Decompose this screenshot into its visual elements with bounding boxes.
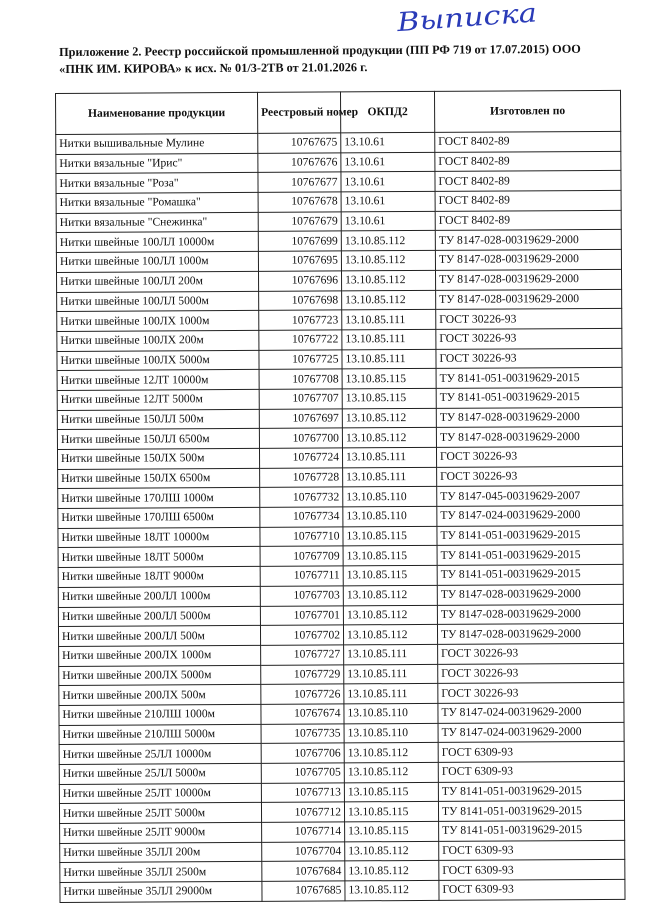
cell-okpd2: 13.10.85.111 [342, 329, 436, 349]
cell-registry-number: 10767700 [259, 428, 342, 448]
header-standard: Изготовлен по [434, 90, 620, 132]
cell-product-name: Нитки швейные 200ЛЛ 1000м [58, 586, 260, 607]
cell-registry-number: 10767707 [259, 389, 342, 409]
cell-product-name: Нитки швейные 150ЛЛ 500м [57, 409, 259, 430]
cell-standard: ТУ 8147-024-00319629-2000 [437, 505, 623, 526]
cell-product-name: Нитки швейные 150ЛХ 500м [57, 448, 259, 469]
cell-standard: ТУ 8141-051-00319629-2015 [437, 545, 623, 566]
cell-product-name: Нитки швейные 200ЛХ 5000м [59, 665, 261, 686]
cell-registry-number: 10767734 [260, 507, 343, 527]
cell-standard: ТУ 8147-028-00319629-2000 [436, 427, 622, 448]
cell-okpd2: 13.10.85.112 [341, 231, 435, 251]
cell-okpd2: 13.10.61 [341, 191, 435, 211]
cell-product-name: Нитки швейные 100ЛЛ 10000м [56, 232, 258, 253]
cell-okpd2: 13.10.85.110 [343, 487, 437, 507]
cell-registry-number: 10767708 [259, 369, 342, 389]
cell-registry-number: 10767709 [260, 546, 343, 566]
cell-standard: ТУ 8141-051-00319629-2015 [436, 387, 622, 408]
cell-product-name: Нитки швейные 12ЛТ 5000м [57, 389, 259, 410]
cell-okpd2: 13.10.85.112 [342, 290, 436, 310]
cell-standard: ГОСТ 30226-93 [436, 348, 622, 369]
cell-standard: ТУ 8141-051-00319629-2015 [439, 820, 625, 841]
cell-okpd2: 13.10.85.115 [342, 388, 436, 408]
cell-okpd2: 13.10.85.110 [343, 506, 437, 526]
cell-product-name: Нитки швейные 25ЛТ 10000м [59, 783, 261, 804]
cell-standard: ТУ 8141-051-00319629-2015 [437, 525, 623, 546]
cell-product-name: Нитки вязальные "Снежинка" [56, 212, 258, 233]
cell-registry-number: 10767702 [260, 625, 343, 645]
cell-registry-number: 10767729 [261, 664, 344, 684]
cell-product-name: Нитки швейные 12ЛТ 10000м [57, 370, 259, 391]
cell-standard: ТУ 8147-028-00319629-2000 [437, 624, 623, 645]
cell-okpd2: 13.10.85.112 [345, 861, 439, 881]
cell-product-name: Нитки швейные 200ЛХ 1000м [59, 645, 261, 666]
table-header-row [56, 90, 621, 134]
cell-registry-number: 10767713 [261, 783, 344, 803]
cell-okpd2: 13.10.85.112 [343, 605, 437, 625]
cell-registry-number: 10767722 [259, 330, 342, 350]
cell-product-name: Нитки швейные 35ЛЛ 200м [60, 842, 262, 863]
cell-product-name: Нитки швейные 150ЛЛ 6500м [57, 429, 259, 450]
cell-product-name: Нитки швейные 18ЛТ 9000м [58, 566, 260, 587]
cell-registry-number: 10767711 [260, 566, 343, 586]
cell-product-name: Нитки швейные 150ЛХ 6500м [58, 468, 260, 489]
cell-standard: ТУ 8147-028-00319629-2000 [436, 407, 622, 428]
cell-product-name: Нитки швейные 25ЛТ 9000м [60, 822, 262, 843]
cell-standard: ТУ 8147-028-00319629-2000 [437, 604, 623, 625]
cell-okpd2: 13.10.85.111 [344, 664, 438, 684]
cell-registry-number: 10767695 [258, 251, 341, 271]
cell-standard: ГОСТ 8402-89 [435, 151, 621, 172]
cell-product-name: Нитки швейные 210ЛШ 1000м [59, 704, 261, 725]
cell-product-name: Нитки швейные 170ЛШ 1000м [58, 488, 260, 509]
cell-registry-number: 10767704 [262, 842, 345, 862]
cell-product-name: Нитки швейные 100ЛХ 200м [57, 330, 259, 351]
registry-table [55, 90, 626, 903]
cell-registry-number: 10767723 [259, 310, 342, 330]
cell-registry-number: 10767725 [259, 349, 342, 369]
cell-okpd2: 13.10.85.111 [344, 684, 438, 704]
cell-product-name: Нитки швейные 18ЛТ 10000м [58, 527, 260, 548]
cell-okpd2: 13.10.61 [341, 211, 435, 231]
cell-okpd2: 13.10.61 [341, 152, 435, 172]
cell-product-name: Нитки швейные 210ЛШ 5000м [59, 724, 261, 745]
cell-okpd2: 13.10.85.112 [344, 762, 438, 782]
cell-okpd2: 13.10.85.115 [343, 526, 437, 546]
cell-registry-number: 10767684 [262, 861, 345, 881]
cell-standard: ТУ 8141-051-00319629-2015 [438, 801, 624, 822]
cell-standard: ГОСТ 8402-89 [435, 210, 621, 231]
cell-okpd2: 13.10.85.112 [341, 251, 435, 271]
header-product-name: Наименование продукции [56, 92, 258, 134]
cell-standard: ГОСТ 30226-93 [438, 643, 624, 664]
cell-okpd2: 13.10.85.111 [342, 349, 436, 369]
cell-product-name: Нитки вязальные "Ромашка" [56, 192, 258, 213]
cell-standard: ГОСТ 6309-93 [439, 860, 625, 881]
cell-registry-number: 10767724 [259, 448, 342, 468]
cell-okpd2: 13.10.85.110 [344, 703, 438, 723]
cell-standard: ГОСТ 6309-93 [439, 840, 625, 861]
cell-standard: ГОСТ 30226-93 [438, 663, 624, 684]
cell-product-name: Нитки швейные 100ЛЛ 5000м [57, 291, 259, 312]
header-registry-number: Реестровый номер [257, 92, 340, 133]
cell-product-name: Нитки швейные 25ЛЛ 5000м [59, 763, 261, 784]
cell-product-name: Нитки швейные 35ЛЛ 2500м [60, 862, 262, 883]
cell-okpd2: 13.10.85.112 [342, 408, 436, 428]
cell-okpd2: 13.10.85.112 [343, 585, 437, 605]
cell-product-name: Нитки швейные 100ЛХ 1000м [57, 311, 259, 332]
heading-line-2: «ПНК ИМ. КИРОВА» к исх. № 01/3-2ТВ от 21.01.2026 г. [59, 60, 368, 76]
cell-standard: ГОСТ 6309-93 [438, 742, 624, 763]
cell-okpd2: 13.10.85.112 [344, 743, 438, 763]
cell-registry-number: 10767728 [260, 468, 343, 488]
cell-okpd2: 13.10.85.115 [344, 782, 438, 802]
cell-okpd2: 13.10.85.115 [343, 565, 437, 585]
cell-standard: ТУ 8147-028-00319629-2000 [435, 230, 621, 251]
cell-registry-number: 10767699 [258, 231, 341, 251]
cell-product-name: Нитки швейные 100ЛЛ 200м [57, 271, 259, 292]
cell-standard: ТУ 8141-051-00319629-2015 [437, 564, 623, 585]
cell-product-name: Нитки швейные 200ЛХ 500м [59, 685, 261, 706]
cell-registry-number: 10767678 [258, 192, 341, 212]
cell-product-name: Нитки швейные 100ЛХ 5000м [57, 350, 259, 371]
cell-product-name: Нитки вязальные "Ирис" [56, 153, 258, 174]
cell-registry-number: 10767712 [261, 802, 344, 822]
cell-standard: ГОСТ 6309-93 [438, 761, 624, 782]
cell-standard: ГОСТ 30226-93 [436, 328, 622, 349]
cell-registry-number: 10767696 [258, 271, 341, 291]
table-body [56, 131, 625, 902]
cell-standard: ТУ 8147-028-00319629-2000 [436, 289, 622, 310]
cell-standard: ГОСТ 30226-93 [436, 446, 622, 467]
cell-standard: ГОСТ 8402-89 [435, 131, 621, 152]
cell-okpd2: 13.10.85.110 [344, 723, 438, 743]
cell-registry-number: 10767705 [261, 763, 344, 783]
cell-standard: ГОСТ 30226-93 [436, 309, 622, 330]
header-okpd2: ОКПД2 [340, 91, 434, 133]
document-heading [59, 41, 619, 78]
cell-registry-number: 10767677 [258, 172, 341, 192]
cell-okpd2: 13.10.85.115 [342, 369, 436, 389]
cell-standard: ГОСТ 6309-93 [439, 879, 625, 900]
cell-product-name: Нитки вязальные "Роза" [56, 173, 258, 194]
cell-okpd2: 13.10.85.112 [342, 428, 436, 448]
cell-product-name: Нитки швейные 18ЛТ 5000м [58, 547, 260, 568]
cell-okpd2: 13.10.85.111 [342, 310, 436, 330]
cell-standard: ТУ 8141-051-00319629-2015 [438, 781, 624, 802]
cell-product-name: Нитки швейные 200ЛЛ 500м [58, 626, 260, 647]
cell-registry-number: 10767735 [261, 724, 344, 744]
cell-okpd2: 13.10.85.112 [343, 625, 437, 645]
cell-registry-number: 10767676 [258, 153, 341, 173]
cell-okpd2: 13.10.85.115 [343, 546, 437, 566]
cell-standard: ГОСТ 8402-89 [435, 190, 621, 211]
cell-registry-number: 10767675 [258, 133, 341, 153]
handwritten-stamp-drawing [394, 0, 546, 39]
cell-product-name: Нитки швейные 35ЛЛ 29000м [60, 881, 262, 902]
cell-okpd2: 13.10.85.115 [345, 821, 439, 841]
cell-okpd2: 13.10.85.112 [341, 270, 435, 290]
cell-registry-number: 10767727 [261, 645, 344, 665]
cell-okpd2: 13.10.85.112 [345, 880, 439, 900]
cell-product-name: Нитки швейные 25ЛТ 5000м [59, 803, 261, 824]
handwritten-stamp-text: Выписка [396, 0, 518, 39]
heading-line-1: Приложение 2. Реестр российской промышленной продукции (ПП РФ 719 от 17.07.2015) ООО [59, 41, 581, 59]
cell-standard: ТУ 8141-051-00319629-2015 [436, 368, 622, 389]
cell-registry-number: 10767732 [260, 487, 343, 507]
cell-standard: ГОСТ 8402-89 [435, 171, 621, 192]
cell-standard: ТУ 8147-024-00319629-2000 [438, 702, 624, 723]
cell-registry-number: 10767706 [261, 743, 344, 763]
cell-registry-number: 10767679 [258, 212, 341, 232]
cell-registry-number: 10767726 [261, 684, 344, 704]
cell-standard: ТУ 8147-045-00319629-2007 [437, 486, 623, 507]
cell-standard: ГОСТ 30226-93 [438, 683, 624, 704]
cell-registry-number: 10767710 [260, 527, 343, 547]
cell-okpd2: 13.10.85.115 [344, 802, 438, 822]
cell-product-name: Нитки швейные 200ЛЛ 5000м [58, 606, 260, 627]
cell-registry-number: 10767674 [261, 704, 344, 724]
cell-okpd2: 13.10.85.112 [345, 841, 439, 861]
cell-okpd2: 13.10.85.111 [344, 644, 438, 664]
cell-standard: ГОСТ 30226-93 [437, 466, 623, 487]
cell-product-name: Нитки вышивальные Мулине [56, 133, 258, 154]
cell-standard: ТУ 8147-028-00319629-2000 [435, 269, 621, 290]
cell-registry-number: 10767698 [259, 290, 342, 310]
cell-registry-number: 10767703 [260, 586, 343, 606]
cell-standard: ТУ 8147-028-00319629-2000 [435, 249, 621, 270]
cell-standard: ТУ 8147-024-00319629-2000 [438, 722, 624, 743]
cell-registry-number: 10767701 [260, 605, 343, 625]
registry-table-container [55, 90, 626, 903]
handwritten-stamp [394, 0, 546, 39]
cell-registry-number: 10767685 [262, 881, 345, 901]
cell-standard: ТУ 8147-028-00319629-2000 [437, 584, 623, 605]
cell-okpd2: 13.10.85.111 [343, 467, 437, 487]
table-row [60, 879, 625, 902]
cell-registry-number: 10767714 [262, 822, 345, 842]
cell-registry-number: 10767697 [259, 409, 342, 429]
cell-okpd2: 13.10.61 [341, 172, 435, 192]
cell-product-name: Нитки швейные 100ЛЛ 1000м [56, 251, 258, 272]
cell-product-name: Нитки швейные 170ЛШ 6500м [58, 507, 260, 528]
cell-product-name: Нитки швейные 25ЛЛ 10000м [59, 744, 261, 765]
cell-okpd2: 13.10.61 [341, 132, 435, 152]
cell-okpd2: 13.10.85.111 [342, 447, 436, 467]
